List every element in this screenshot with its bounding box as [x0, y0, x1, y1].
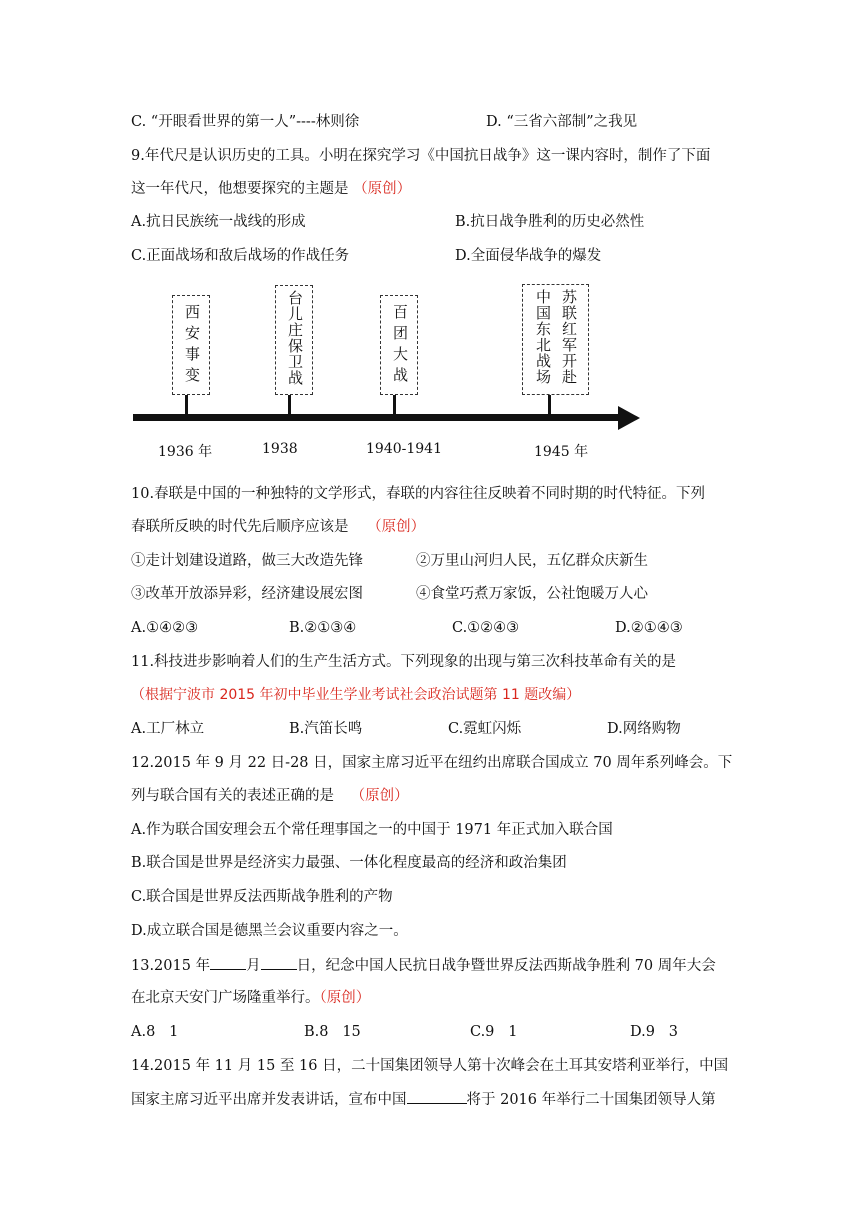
q10-source-tag: （原创） — [367, 519, 426, 535]
q10-item-4: ④食堂巧煮万家饭，公社饱暖万人心 — [416, 586, 648, 602]
q12-option-c: C.联合国是世界反法西斯战争胜利的产物 — [131, 889, 393, 905]
q10-option-c: C.①②④③ — [452, 620, 520, 636]
q10-stem-text: 春联所反映的时代先后顺序应该是 — [131, 519, 349, 535]
arrow-head-icon — [618, 406, 640, 430]
q9-option-d: D.全面侵华战争的爆发 — [455, 248, 602, 264]
q9-stem-line1: 9.年代尺是认识历史的工具。小明在探究学习《中国抗日战争》这一课内容时，制作了下面 — [131, 148, 711, 164]
q10-option-a: A.①④②③ — [131, 620, 199, 636]
year-label: 1945 年 — [534, 444, 589, 460]
q8-option-c: C. “开眼看世界的第一人”----林则徐 — [131, 114, 360, 130]
q14-stem-line2 — [131, 1089, 716, 1110]
q9-stem-text: 这一年代尺，他想要探究的主题是 — [131, 181, 349, 197]
q13-option-b: B.8 15 — [304, 1024, 361, 1040]
q9-option-a: A.抗日民族统一战线的形成 — [131, 214, 306, 230]
q12-option-b: B.联合国是世界是经济实力最强、一体化程度最高的经济和政治集团 — [131, 855, 567, 871]
q13-stem-line1 — [131, 955, 716, 976]
q11-option-a: A.工厂林立 — [131, 721, 205, 737]
q13-day-blank[interactable] — [261, 955, 297, 970]
q10-stem-line2 — [131, 517, 425, 537]
q10-item-1: ①走计划建设道路，做三大改造先锋 — [131, 553, 363, 569]
q10-item-3: ③改革开放添异彩，经济建设展宏图 — [131, 586, 363, 602]
q8-option-d: D. “三省六部制”之我见 — [486, 114, 638, 130]
q13-month-blank[interactable] — [210, 955, 246, 970]
q13-stem-line2 — [131, 988, 370, 1008]
event-label: 台儿庄保卫战 — [286, 290, 304, 386]
q12-option-d: D.成立联合国是德黑兰会议重要内容之一。 — [131, 923, 408, 939]
event-box-1945 — [522, 284, 589, 395]
q14-text-1: 国家主席习近平出席并发表讲话，宣布中国 — [131, 1092, 407, 1108]
year-label: 1936 年 — [158, 444, 213, 460]
q12-stem-line2 — [131, 786, 409, 806]
timeline-axis — [133, 414, 621, 421]
q10-option-b: B.②①③④ — [289, 620, 357, 636]
q10-item-2: ②万里山河归人民，五亿群众庆新生 — [416, 553, 648, 569]
event-label: 西安事变 — [183, 304, 201, 388]
q13-stem-text: 在北京天安门广场隆重举行。 — [131, 990, 320, 1006]
event-box-xian — [172, 295, 210, 395]
event-label: 苏联红军开赴 — [560, 289, 578, 385]
event-box-taierzhuang — [275, 285, 313, 395]
q13-option-a: A.8 1 — [131, 1024, 179, 1040]
q9-source-tag: （原创） — [353, 181, 412, 197]
q11-source-tag: （根据宁波市 2015 年初中毕业生学业考试社会政治试题第 11 题改编） — [131, 687, 581, 703]
q14-text-2: 将于 2016 年举行二十国集团领导人第 — [466, 1092, 716, 1108]
q11-stem: 11.科技进步影响着人们的生产生活方式。下列现象的出现与第三次科技革命有关的是 — [131, 654, 677, 670]
q13-text-3: 日，纪念中国人民抗日战争暨世界反法西斯战争胜利 70 周年大会 — [296, 958, 716, 974]
year-label: 1940-1941 — [366, 441, 442, 457]
q13-source-tag: （原创） — [319, 990, 371, 1006]
q14-city-blank[interactable] — [407, 1089, 467, 1104]
q13-text-2: 月 — [246, 958, 261, 974]
event-label: 百团大战 — [391, 304, 409, 388]
q13-option-d: D.9 3 — [630, 1024, 678, 1040]
q13-text-1: 13.2015 年 — [131, 958, 211, 974]
q10-stem-line1: 10.春联是中国的一种独特的文学形式，春联的内容往往反映着不同时期的时代特征。下列 — [131, 486, 706, 502]
q12-stem-line1: 12.2015 年 9 月 22 日-28 日，国家主席习近平在纽约出席联合国成立 70 周年系列峰会。下 — [131, 755, 733, 771]
q12-source-tag: （原创） — [350, 788, 409, 804]
q12-stem-text: 列与联合国有关的表述正确的是 — [131, 788, 334, 804]
q9-stem-line2 — [131, 179, 411, 199]
q10-option-d: D.②①④③ — [615, 620, 683, 636]
q14-stem-line1: 14.2015 年 11 月 15 至 16 日，二十国集团领导人第十次峰会在土耳其安塔利亚举行，中国 — [131, 1058, 729, 1074]
year-label: 1938 — [262, 441, 298, 457]
q11-option-d: D.网络购物 — [607, 721, 681, 737]
event-box-baituan — [380, 295, 418, 395]
q9-option-b: B.抗日战争胜利的历史必然性 — [455, 214, 645, 230]
q12-option-a: A.作为联合国安理会五个常任理事国之一的中国于 1971 年正式加入联合国 — [131, 822, 613, 838]
q11-option-c: C.霓虹闪烁 — [448, 721, 522, 737]
q9-option-c: C.正面战场和敌后战场的作战任务 — [131, 248, 350, 264]
event-label: 中国东北战场 — [534, 289, 552, 385]
q11-option-b: B.汽笛长鸣 — [289, 721, 363, 737]
q13-option-c: C.9 1 — [470, 1024, 518, 1040]
